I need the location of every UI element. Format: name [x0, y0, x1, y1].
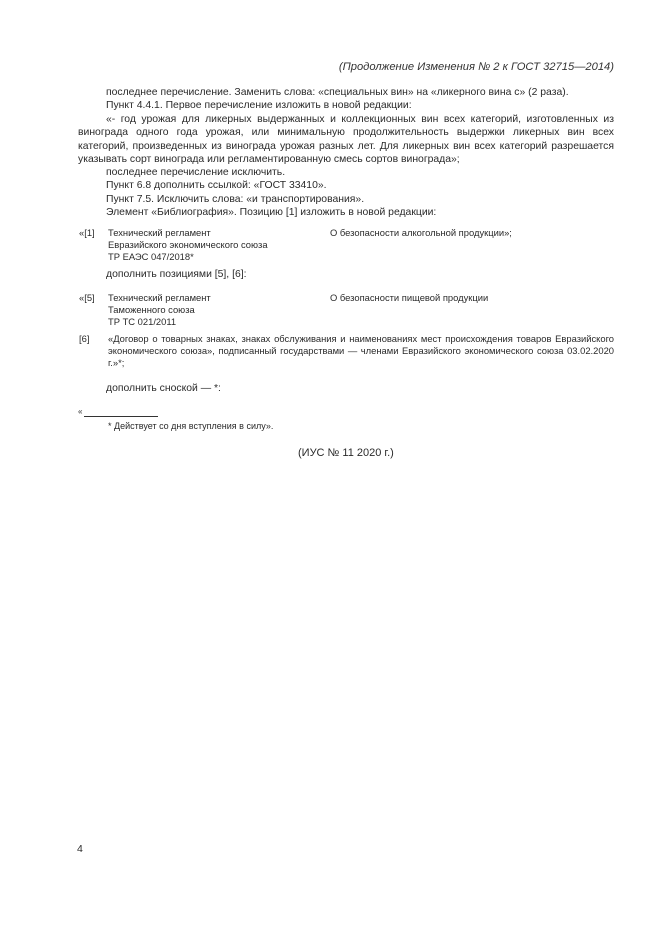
bib-item-5-line-2: Таможенного союза: [108, 304, 195, 316]
continuation-header: (Продолжение Изменения № 2 к ГОСТ 32715—2014): [338, 61, 614, 73]
bib-item-5-title: О безопасности пищевой продукции: [330, 292, 489, 303]
bib-item-6-text: «Договор о товарных знаках, знаках обслуживания и наименованиях мест происхождения товаров Евразийского экономического союза», подписанный государствами — членами Евразийского экономического союза 03.02.2020 г.»*;: [108, 333, 614, 369]
paragraph-clause-7-5: Пункт 7.5. Исключить слова: «и транспортирования».: [106, 194, 365, 205]
footnote-text: * Действует со дня вступления в силу».: [108, 421, 274, 431]
bib-item-1-title: О безопасности алкогольной продукции»;: [330, 227, 512, 238]
bib-item-1-line-3: ТР ЕАЭС 047/2018*: [108, 251, 194, 263]
footnote-open-quote: «: [78, 407, 83, 416]
bib-item-5-line-3: ТР ТС 021/2011: [108, 316, 177, 328]
page-number: 4: [77, 843, 83, 855]
paragraph-add-footnote: дополнить сноской — *:: [106, 383, 221, 394]
bib-item-5-source: [108, 292, 211, 329]
paragraph-bibliography-element: Элемент «Библиография». Позицию [1] изложить в новой редакции:: [106, 207, 437, 218]
bib-item-1-line-2: Евразийского экономического союза: [108, 239, 268, 251]
paragraph-last-enumeration-exclude: последнее перечисление исключить.: [106, 167, 286, 178]
paragraph-last-enumeration-replace: последнее перечисление. Заменить слова: «специальных вин» на «ликерного вина с» (2 раза).: [106, 87, 569, 98]
paragraph-harvest-year-text: «- год урожая для ликерных выдержанных и коллекционных вин всех категорий, изготовленных из винограда одного года урожая, или минимальную продолжительность выдержки ликерных вин всех категорий, произведенных из винограда урожая разных лет. Для ликерных вин всех категорий разрешается указывать сорт винограда или регламентированную смесь сортов винограда»;: [78, 114, 614, 166]
bib-item-1-source: [108, 227, 268, 264]
paragraph-clause-4-4-1: Пункт 4.4.1. Первое перечисление изложить в новой редакции:: [106, 100, 412, 111]
source-reference: (ИУС № 11 2020 г.): [298, 447, 394, 459]
bib-item-6-number: [6]: [79, 333, 90, 344]
paragraph-harvest-year: [78, 113, 614, 167]
bib-item-1-line-1: Технический регламент: [108, 227, 211, 238]
bib-item-5-number: «[5]: [79, 292, 95, 303]
paragraph-clause-6-8: Пункт 6.8 дополнить ссылкой: «ГОСТ 33410».: [106, 180, 327, 191]
footnote-rule: [84, 416, 158, 417]
bib-item-1-number: «[1]: [79, 227, 95, 238]
paragraph-add-positions: дополнить позициями [5], [6]:: [106, 269, 247, 280]
bib-item-5-line-1: Технический регламент: [108, 292, 211, 303]
